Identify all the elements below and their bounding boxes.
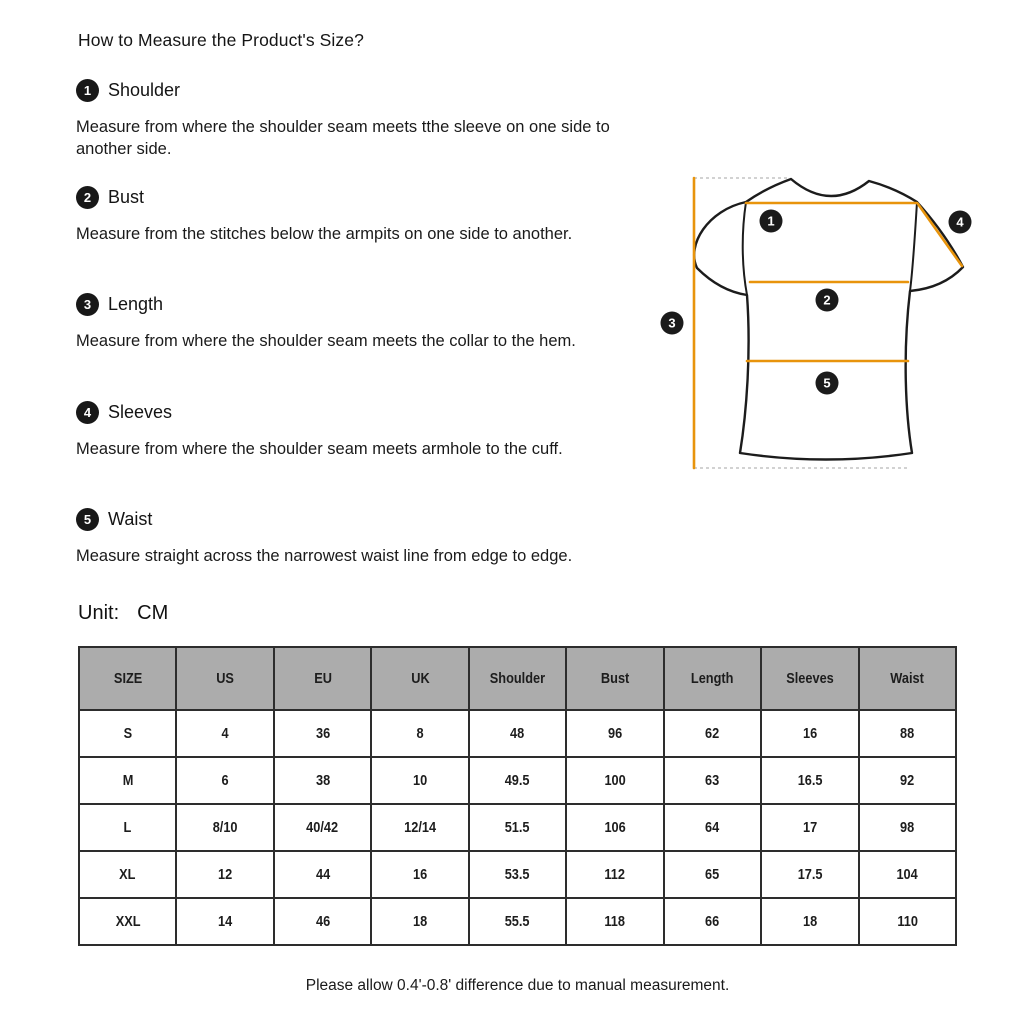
size-table-cell: M [79,757,176,804]
section-description: Measure from where the shoulder seam meets tthe sleeve on one side to another side. [76,118,610,158]
size-table-head-row [79,647,956,710]
size-table-cell: L [79,804,176,851]
svg-text:4: 4 [956,214,964,230]
number-badge-3: 3 [76,293,99,316]
size-table-cell: 118 [566,898,663,945]
size-table-cell: 100 [566,757,663,804]
measurement-disclaimer: Please allow 0.4'-0.8' difference due to manual measurement. [305,977,730,994]
unit-value: CM [137,602,169,624]
diagram-marker-length [661,312,684,335]
svg-text:5: 5 [823,375,831,391]
size-table-header-cell: UK [371,647,468,710]
size-table-cell: 6 [176,757,273,804]
size-table-cell: 92 [859,757,957,804]
section-label: Length [108,294,164,314]
section-description: Measure straight across the narrowest waist line from edge to edge. [76,547,573,565]
section-length [76,293,621,352]
page-title: How to Measure the Product's Size? [78,30,364,50]
number-badge-2: 2 [76,186,99,209]
size-table-row [79,898,956,945]
size-table-cell: 8/10 [176,804,273,851]
size-table-cell: 17 [761,804,858,851]
size-table-cell: XL [79,851,176,898]
size-table-cell: XXL [79,898,176,945]
size-table-cell: 44 [274,851,371,898]
size-table-cell: 12 [176,851,273,898]
size-table-header-cell: Waist [859,647,957,710]
size-table-cell: 14 [176,898,273,945]
size-table-cell: 104 [859,851,957,898]
size-table-cell: 96 [566,710,663,757]
size-table-cell: 4 [176,710,273,757]
size-table-header-cell: EU [274,647,371,710]
tshirt-outline [694,179,963,460]
size-table-cell: 36 [274,710,371,757]
size-table-cell: 65 [664,851,761,898]
size-table-cell: 16 [761,710,858,757]
size-table-cell: 62 [664,710,761,757]
svg-text:2: 2 [823,292,831,308]
size-table-header-cell: US [176,647,273,710]
number-badge-4: 4 [76,401,99,424]
section-label: Waist [108,509,153,529]
size-table-cell: 46 [274,898,371,945]
section-shoulder [76,79,621,160]
size-table-cell: 64 [664,804,761,851]
section-label: Bust [108,187,145,207]
section-description: Measure from the stitches below the armpits on one side to another. [76,225,573,243]
size-table-cell: 16 [371,851,468,898]
size-table-header-cell: Bust [566,647,663,710]
section-sleeves [76,401,621,460]
svg-text:1: 1 [767,213,775,229]
size-table-cell: 10 [371,757,468,804]
svg-text:3: 3 [668,315,676,331]
size-table-cell: 12/14 [371,804,468,851]
tshirt-measurement-diagram [650,150,1020,480]
diagram-marker-shoulder [760,210,783,233]
size-table-header-cell: Sleeves [761,647,858,710]
size-table-cell: 66 [664,898,761,945]
diagram-marker-sleeves [949,211,972,234]
size-table-cell: 18 [371,898,468,945]
unit-label: Unit: [78,602,120,624]
section-description: Measure from where the shoulder seam meets the collar to the hem. [76,332,576,350]
section-label: Shoulder [108,80,181,100]
number-badge-1: 1 [76,79,99,102]
size-table-header-cell: Length [664,647,761,710]
size-table-cell: 63 [664,757,761,804]
size-table-cell: 112 [566,851,663,898]
size-table-body [79,710,956,945]
size-table-cell: 49.5 [469,757,566,804]
size-table-cell: 106 [566,804,663,851]
size-table-cell: 48 [469,710,566,757]
size-table-cell: 17.5 [761,851,858,898]
section-bust [76,186,621,245]
size-table-cell: 16.5 [761,757,858,804]
size-table-row [79,851,956,898]
size-table-cell: 53.5 [469,851,566,898]
size-table-row [79,804,956,851]
number-badge-5: 5 [76,508,99,531]
section-description: Measure from where the shoulder seam meets armhole to the cuff. [76,440,563,458]
size-table-cell: 18 [761,898,858,945]
size-table-cell: 40/42 [274,804,371,851]
size-table-cell: 51.5 [469,804,566,851]
unit-line [78,602,168,625]
size-table-cell: 8 [371,710,468,757]
size-table-header-cell: SIZE [79,647,176,710]
size-table-cell: 98 [859,804,957,851]
section-label: Sleeves [108,402,173,422]
size-table [78,646,957,946]
size-table-row [79,710,956,757]
size-table-cell: 110 [859,898,957,945]
diagram-marker-waist [816,372,839,395]
size-table-cell: 38 [274,757,371,804]
size-table-cell: 88 [859,710,957,757]
size-table-cell: S [79,710,176,757]
size-table-cell: 55.5 [469,898,566,945]
section-waist [76,508,621,567]
size-table-row [79,757,956,804]
diagram-marker-bust [816,289,839,312]
size-table-header-cell: Shoulder [469,647,566,710]
